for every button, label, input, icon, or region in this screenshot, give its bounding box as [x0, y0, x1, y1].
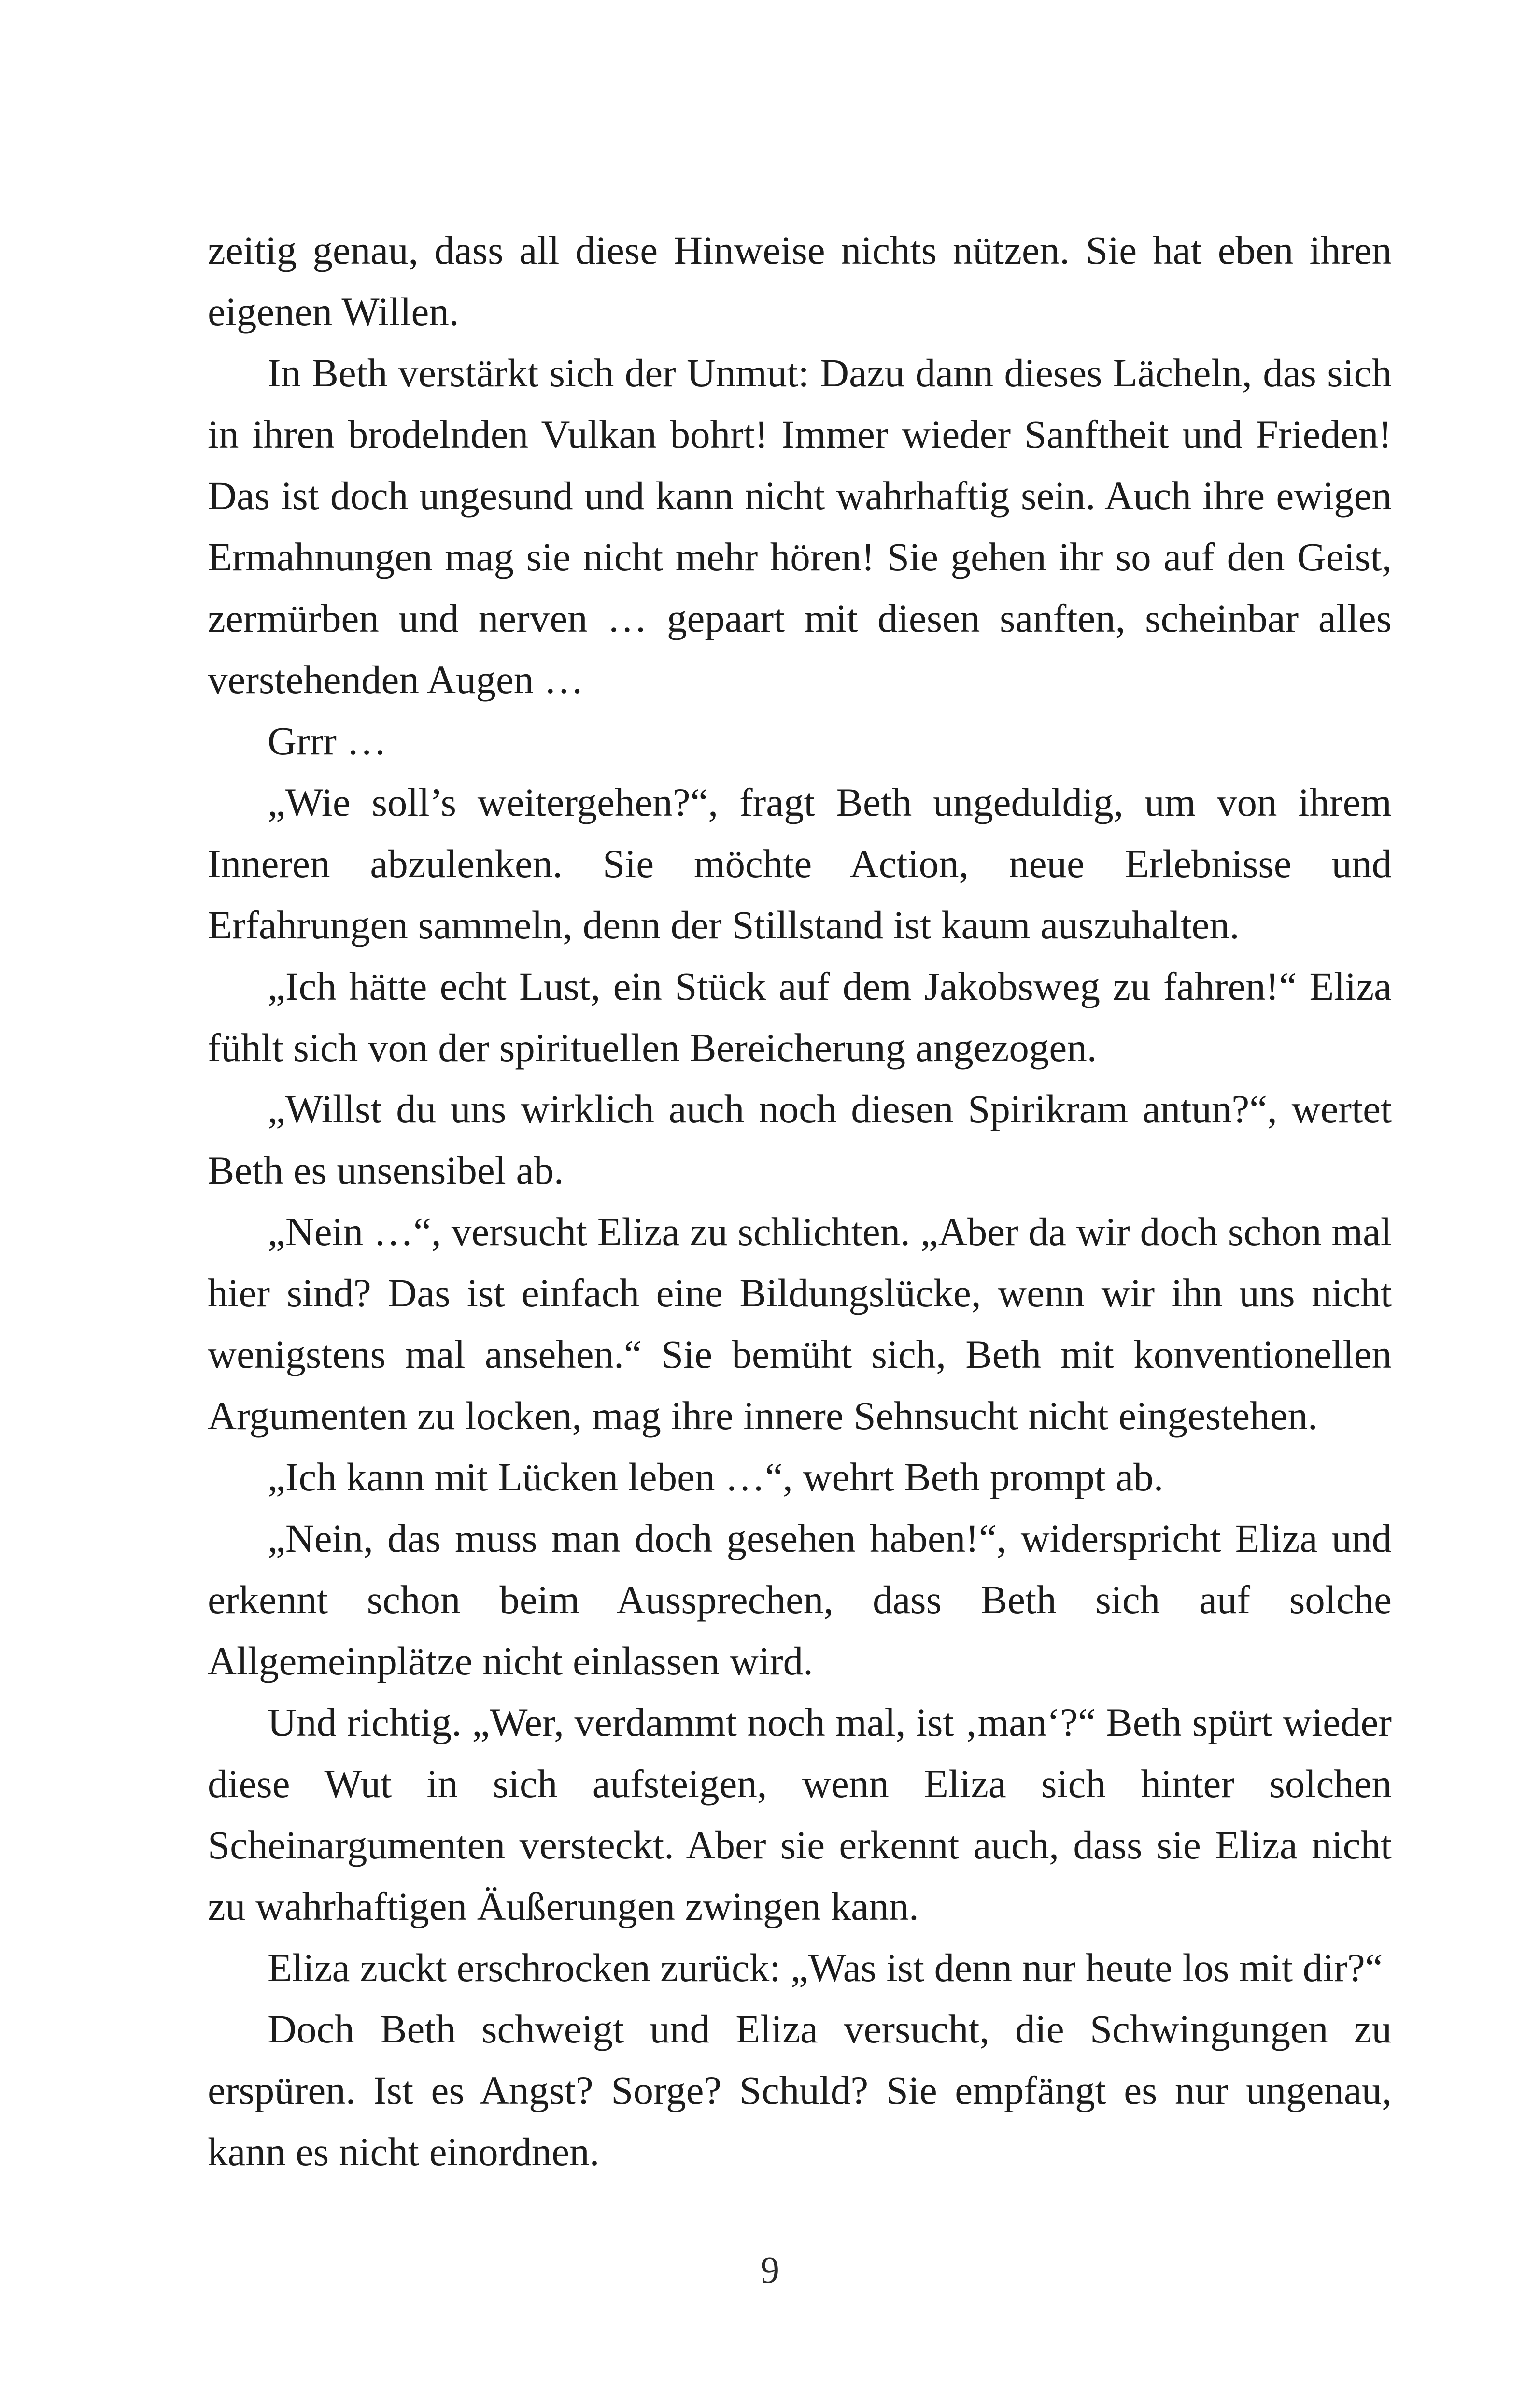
- paragraph-4: „Wie soll’s weitergehen?“, fragt Beth ungeduldig, um von ihrem Inneren abzulenken. Sie möchte Action, neue Erlebnisse und Erfahrungen sammeln, denn der Stillstand ist kaum auszuhalten.: [208, 780, 1392, 947]
- page-number: 9: [761, 2249, 779, 2291]
- paragraph-11: Eliza zuckt erschrocken zurück: „Was ist denn nur heute los mit dir?“: [268, 1945, 1383, 1990]
- paragraph-1: zeitig genau, dass all diese Hinweise nichts nützen. Sie hat eben ihren eigenen Willen.: [208, 228, 1392, 334]
- paragraph-2: In Beth verstärkt sich der Unmut: Dazu dann dieses Lächeln, das sich in ihren brodelnden Vulkan bohrt! Immer wieder Sanftheit und Frieden! Das ist doch ungesund und kann nicht wahrhaftig sein. Auch ihre ewigen Ermahnungen mag sie nicht mehr hören! Sie gehen ihr so auf den Geist, zermürben und nerven … gepaart mit diesen sanften, scheinbar alles verstehenden Augen …: [208, 351, 1392, 702]
- body-text: [208, 220, 1392, 2183]
- paragraph-6: „Willst du uns wirklich auch noch diesen Spirikram antun?“, wertet Beth es unsensibel ab.: [208, 1087, 1392, 1192]
- paragraph-8: „Ich kann mit Lücken leben …“, wehrt Beth prompt ab.: [268, 1455, 1164, 1499]
- paragraph-5: „Ich hätte echt Lust, ein Stück auf dem Jakobsweg zu fahren!“ Eliza fühlt sich von der spirituellen Bereicherung angezogen.: [208, 964, 1392, 1070]
- paragraph-7: „Nein …“, versucht Eliza zu schlichten. „Aber da wir doch schon mal hier sind? Das ist einfach eine Bildungslücke, wenn wir ihn uns nicht wenigstens mal ansehen.“ Sie bemüht sich, Beth mit konventionellen Argumenten zu locken, mag ihre innere Sehnsucht nicht eingestehen.: [208, 1209, 1392, 1438]
- paragraph-3: Grrr …: [268, 719, 387, 763]
- paragraph-10: Und richtig. „Wer, verdammt noch mal, ist ‚man‘?“ Beth spürt wieder diese Wut in sich aufsteigen, wenn Eliza sich hinter solchen Scheinargumenten versteckt. Aber sie erkennt auch, dass sie Eliza nicht zu wahrhaftigen Äußerungen zwingen kann.: [208, 1700, 1392, 1928]
- paragraph-9: „Nein, das muss man doch gesehen haben!“, widerspricht Eliza und erkennt schon beim Aussprechen, dass Beth sich auf solche Allgemeinplätze nicht einlassen wird.: [208, 1516, 1392, 1683]
- paragraph-12: Doch Beth schweigt und Eliza versucht, die Schwingungen zu erspüren. Ist es Angst? Sorge? Schuld? Sie empfängt es nur ungenau, kann es nicht einordnen.: [208, 2007, 1392, 2174]
